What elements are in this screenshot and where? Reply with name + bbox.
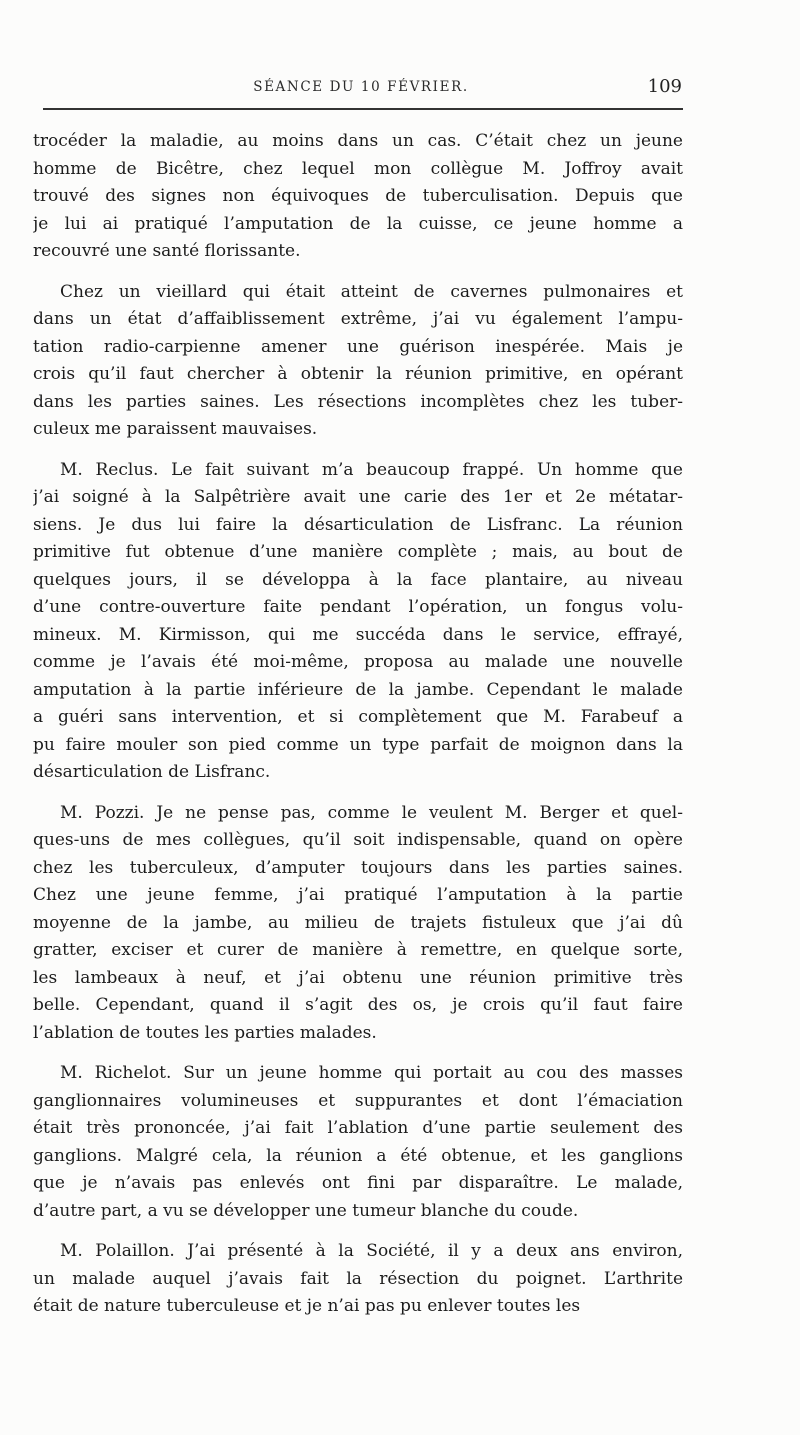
text-line: chez les tuberculeux, d’amputer toujours dans les parties saines. bbox=[33, 857, 683, 878]
text-line: d’une contre-ouverture faite pendant l’opération, un fongus volu- bbox=[33, 597, 683, 617]
header-rule bbox=[43, 108, 683, 110]
text-line: Chez une jeune femme, j’ai pratiqué l’amputation à la partie bbox=[33, 885, 683, 905]
text-line: crois qu’il faut chercher à obtenir la réunion primitive, en opérant bbox=[33, 364, 683, 384]
text-line: trocéder la maladie, au moins dans un cas. C’était chez un jeune bbox=[33, 131, 683, 151]
text-line: tation radio-carpienne amener une guérison inespérée. Mais je bbox=[33, 336, 683, 357]
text-line: ques-uns de mes collègues, qu’il soit indispensable, quand on opère bbox=[33, 830, 683, 850]
text-line: recouvré une santé florissante. bbox=[33, 241, 301, 261]
text-line: mineux. M. Kirmisson, qui me succéda dans le service, effrayé, bbox=[33, 624, 683, 645]
text-line: Chez un vieillard qui était atteint de cavernes pulmonaires et bbox=[60, 281, 683, 302]
text-line: les lambeaux à neuf, et j’ai obtenu une réunion primitive très bbox=[33, 967, 683, 988]
page-header bbox=[40, 76, 682, 100]
text-line: moyenne de la jambe, au milieu de trajets fistuleux que j’ai dû bbox=[33, 912, 683, 933]
text-line: désarticulation de Lisfranc. bbox=[33, 762, 271, 782]
text-line: culeux me paraissent mauvaises. bbox=[33, 419, 318, 439]
text-line: pu faire mouler son pied comme un type parfait de moignon dans la bbox=[33, 734, 683, 755]
text-line: trouvé des signes non équivoques de tuberculisation. Depuis que bbox=[33, 186, 683, 206]
paragraph bbox=[33, 800, 683, 1048]
paragraph bbox=[33, 279, 683, 444]
paragraph bbox=[33, 1238, 683, 1321]
text-line: quelques jours, il se développa à la face plantaire, au niveau bbox=[33, 569, 683, 590]
text-line: M. Polaillon. J’ai présenté à la Société, il y a deux ans environ, bbox=[60, 1241, 683, 1261]
text-line: je lui ai pratiqué l’amputation de la cuisse, ce jeune homme a bbox=[33, 213, 683, 234]
text-line: a guéri sans intervention, et si complètement que M. Farabeuf a bbox=[33, 707, 683, 727]
paragraph bbox=[33, 457, 683, 787]
text-line: j’ai soigné à la Salpêtrière avait une carie des 1er et 2e métatar- bbox=[33, 487, 683, 507]
text-line: M. Richelot. Sur un jeune homme qui portait au cou des masses bbox=[60, 1063, 683, 1083]
text-line: que je n’avais pas enlevés ont fini par disparaître. Le malade, bbox=[33, 1173, 683, 1193]
running-title: SÉANCE DU 10 FÉVRIER. bbox=[253, 79, 469, 95]
text-line: M. Pozzi. Je ne pense pas, comme le veulent M. Berger et quel- bbox=[60, 802, 683, 823]
text-line: gratter, exciser et curer de manière à remettre, en quelque sorte, bbox=[33, 940, 683, 960]
text-line: ganglionnaires volumineuses et suppurantes et dont l’émaciation bbox=[33, 1090, 683, 1111]
text-line: primitive fut obtenue d’une manière complète ; mais, au bout de bbox=[33, 542, 683, 562]
text-line: homme de Bicêtre, chez lequel mon collègue M. Joffroy avait bbox=[33, 158, 683, 179]
text-line: était de nature tuberculeuse et je n’ai pas pu enlever toutes les bbox=[33, 1296, 581, 1316]
text-line: amputation à la partie inférieure de la jambe. Cependant le malade bbox=[33, 679, 683, 700]
text-line: belle. Cependant, quand il s’agit des os, je crois qu’il faut faire bbox=[33, 995, 683, 1015]
paragraph bbox=[33, 1060, 683, 1225]
text-line: l’ablation de toutes les parties malades. bbox=[33, 1022, 377, 1043]
text-line: dans un état d’affaiblissement extrême, j’ai vu également l’ampu- bbox=[33, 309, 683, 329]
text-line: ganglions. Malgré cela, la réunion a été obtenue, et les ganglions bbox=[33, 1145, 683, 1166]
body-text bbox=[33, 128, 683, 1321]
text-line: un malade auquel j’avais fait la résection du poignet. L’arthrite bbox=[33, 1268, 683, 1289]
text-line: siens. Je dus lui faire la désarticulation de Lisfranc. La réunion bbox=[33, 514, 683, 535]
text-line: était très prononcée, j’ai fait l’ablation d’une partie seulement des bbox=[33, 1118, 683, 1138]
text-line: M. Reclus. Le fait suivant m’a beaucoup frappé. Un homme que bbox=[60, 459, 683, 480]
text-line: comme je l’avais été moi-même, proposa au malade une nouvelle bbox=[33, 652, 683, 672]
text-line: d’autre part, a vu se développer une tumeur blanche du coude. bbox=[33, 1200, 579, 1221]
text-line: dans les parties saines. Les résections incomplètes chez les tuber- bbox=[33, 391, 683, 412]
page-number: 109 bbox=[647, 76, 682, 97]
paragraph bbox=[33, 128, 683, 266]
